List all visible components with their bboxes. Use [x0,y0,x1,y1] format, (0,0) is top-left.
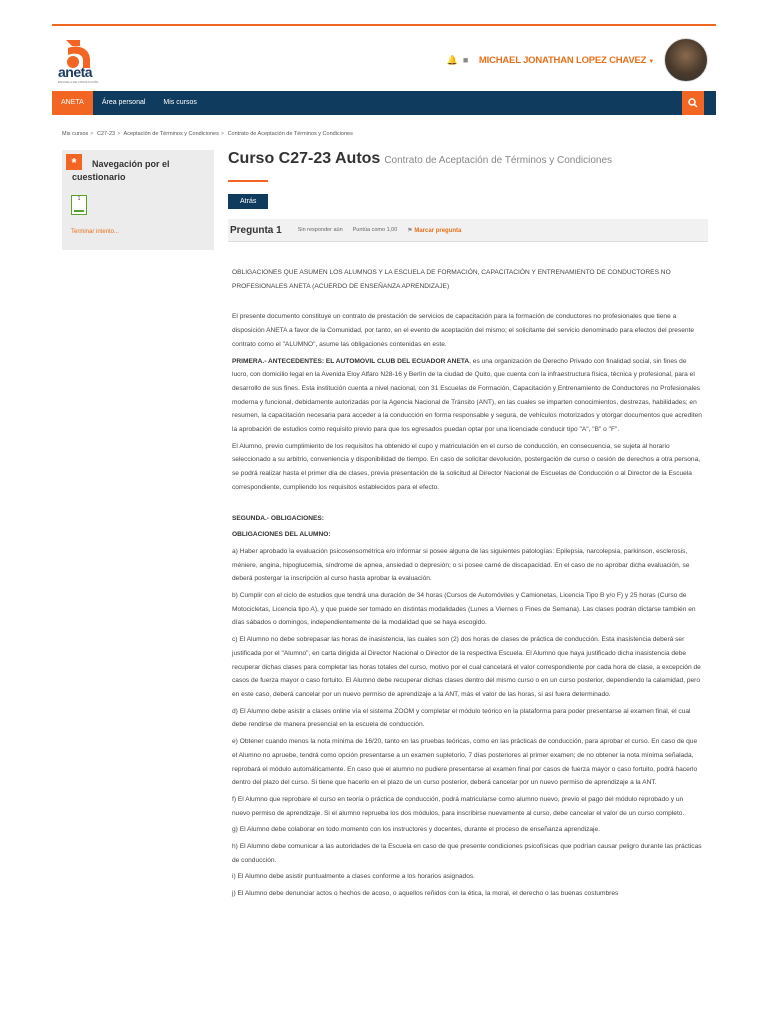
breadcrumb-current[interactable]: Contrato de Aceptación de Términos y Condiciones [227,131,353,137]
paragraph-primera [232,355,702,437]
bell-icon[interactable]: 🔔 [446,55,459,65]
spacer [232,498,702,512]
breadcrumb [62,131,353,137]
clause-a: a) Haber aprobado la evaluación psicosensométrica e/o informar si posee alguna de las siguientes patologías: Epilepsia, narcolepsia, parkinson, esclerosis, méniere, angina, hipoglucemia, síndrome de apnea, ansiedad o depresión; o si posee carné de discapacidad. En el caso de no aprobar dicha evaluación, se deberá postergar la inscripción al curso hasta aprobar la evaluación. [232,547,690,583]
flag-question-label: Marcar pregunta [414,227,462,234]
breadcrumb-separator: > [90,131,94,137]
nav-item-area-personal[interactable]: Área personal [101,99,146,106]
breadcrumb-separator: > [117,131,121,137]
main-navbar [52,91,716,115]
page-title [228,150,708,168]
intro-title: OBLIGACIONES QUE ASUMEN LOS ALUMNOS Y LA ESCUELA DE FORMACIÓN, CAPACITACIÓN Y ENTRENAMIENTO DE CONDUCTORES NO PROFESIONALES ANETA (ACUERDO DE ENSEÑANZA APRENDIZAJE) [232,269,671,290]
top-accent-line [52,24,716,26]
user-menu [447,38,708,82]
nav-item-aneta[interactable]: ANETA [52,91,93,115]
search-button[interactable] [682,91,704,115]
breadcrumb-link-section[interactable]: Aceptación de Términos y Condiciones [123,131,219,137]
clause-f: f) El Alumno que reprobare el curso en teoría o práctica de conducción, podrá matricularse como alumno nuevo, previo el pago del módulo reprobado y un nuevo permiso de aprendizaje. Si el alumno reprueba los dos módulos, para inscribirse nuevamente al curso, debe cancelar el valor de un curso completo. [232,795,685,817]
primera-text: , es una organización de Derecho Privado con finalidad social, sin fines de lucro, con domicilio legal en la Avenida Eloy Alfaro N28-16 y Berlín de la ciudad de Quito, que cuenta con la infraestructura física, técnica y profesional, para el desarrollo de sus fines. Esta institución cuenta a nivel nacional, con 31 Escuelas de Formación, Capacitación y Entrenamiento de Conductores no Profesionales moderna y funcional, debidamente autorizadas por la Agencia Nacional de Tránsito (ANT), en las cuales se imparten conocimientos, destrezas, habilidades; en resumen, la capacitación necesaria para acceder a la conducción en forma responsable y segura, de vehículos motorizados y otorgar documentos que acrediten la aprobación de estudios como requisito previo para que los egresados puedan optar por una licenciade conducir tipo "A", "B" o "F". [232,357,702,434]
question-text [232,266,702,904]
clause-h: h) El Alumno debe comunicar a las autoridades de la Escuela en caso de que presente condiciones psicofísicas que podrían causar peligro durante las prácticas de conducción. [232,843,702,864]
primera-heading: PRIMERA.- ANTECEDENTES: EL AUTOMOVIL CLUB DEL ECUADOR ANETA [232,357,470,365]
main-region [228,150,708,242]
breadcrumb-link-course[interactable]: C27-23 [97,131,116,137]
message-icon[interactable]: ■ [462,55,469,65]
clause-e: e) Obtener cuando menos la nota mínima de 16/20, tanto en las pruebas teóricas, como en las prácticas de conducción, para aprobar el curso. En caso de que el Alumno no apruebe, tendrá como opción presentarse a un examen supletorio, 7 días posteriores al primer examen; de no obtener la nota mínima señalada, reprobará el módulo automáticamente. En caso que el alumno no pudiere presentarse al examen final por casos de fuerza mayor o caso fortuito, podrá hacerlo dentro del plazo del curso. Si tiene que hacerlo en el plazo de un curso posterior, deberá cancelar por un nuevo permiso de aprendizaje a la ANT. [232,738,698,787]
flag-icon: ⚑ [407,227,415,234]
question-score: Puntúa como 1,00 [352,227,398,233]
chevron-down-icon: ▼ [648,58,654,65]
logo-text: aneta [58,64,93,80]
segunda-heading: SEGUNDA.- OBLIGACIONES: [232,514,324,522]
asterisk-icon: * [66,154,82,170]
back-button[interactable]: Atrás [228,194,268,209]
paragraph-intro: El presente documento constituye un contrato de prestación de servicios de capacitación para la formación de conductores no profesionales que tiene a disposición ANETA a favor de la Comunidad, por tanto, en el evento de aceptación del mismo; el solicitante del servicio denominado para efectos del presente contrato como el "ALUMNO", asume las obligaciones contenidas en este. [232,313,695,348]
heading-obligaciones-alumno [232,528,702,542]
question-info-bar [228,219,708,242]
question-status: Sin responder aún [297,227,343,233]
search-icon [688,98,698,108]
finish-attempt-link[interactable]: Terminar intento... [71,229,120,235]
quiz-navigation-block [62,150,214,250]
avatar[interactable] [664,38,708,82]
nav-item-mis-cursos[interactable]: Mis cursos [163,99,197,106]
clause-g: g) El Alumno debe colaborar en todo momento con los instructores y docentes, durante el proceso de enseñanza aprendizaje. [232,826,601,834]
flag-question-button[interactable] [407,227,461,234]
clause-i: i) El Alumno debe asistir puntualmente a clases conforme a los horarios asignados. [232,873,475,881]
title-underline [228,180,268,182]
user-name-label: MICHAEL JONATHAN LOPEZ CHAVEZ [478,54,647,66]
spacer [232,296,702,310]
question-label: Pregunta 1 [230,224,282,236]
logo-subtitle: ESCUELA DE CONDUCCIÓN [58,80,99,84]
breadcrumb-separator: > [220,131,225,137]
quiz-navigation-title: Navegación por el cuestionario [72,159,170,182]
heading-segunda [232,512,702,526]
breadcrumb-link-mis-cursos[interactable]: Mis cursos [62,131,89,137]
question-nav-button[interactable]: 1 [71,195,87,215]
user-name-dropdown[interactable] [479,55,654,66]
clause-b: b) Cumplir con el ciclo de estudios que tendrá una duración de 34 horas (Cursos de Automóviles y Camionetas, Licencia Tipo B y/o F) y 25 horas (Curso de Motocicletas, Licencia tipo A), y que puede ser tomado en distintas modalidades (Lunes a Viernes o Fines de Semana). Las clases podrán dictarse también en días sábados o domingos, independientemente de la modalidad que se haya escogido. [232,592,696,627]
obligaciones-alumno-heading: OBLIGACIONES DEL ALUMNO: [232,531,331,539]
course-title: Curso C27-23 Autos [228,150,381,167]
clause-c: c) El Alumno no debe sobrepasar las horas de inasistencia, las cuales son (2) dos horas de clases de práctica de conducción. Esta inasistencia deberá ser justificada por el "Alumno", en carta dirigida al Director Nacional o Director de la respectiva Escuela. El Alumno que haya justificado dicha inasistencia debe recuperar dichas clases para completar las horas totales del curso, motivo por el cual cancelará el valor correspondiente por cada hora de clase, a excepción de casos de fuerza mayor o caso fortuito. El Alumno debe recuperar dichas clases dentro del mismo curso o en un curso posterior, dependiendo la calamidad, pero en este caso, deberá cancelar por un nuevo permiso de aprendizaje a la ANT, más el valor de las horas, si así fuera determinado. [232,636,701,698]
page-subtitle: Contrato de Aceptación de Términos y Condiciones [384,155,613,166]
clause-j: j) El Alumno debe denunciar actos o hechos de acoso, o aquellos reñidos con la ética, la moral, el derecho o las buenas costumbres [232,890,619,898]
clause-d: d) El Alumno debe asistir a clases online vía el sistema ZOOM y completar el módulo teórico en la plataforma para poder presentarse al examen final, el cual debe rendirse de manera presencial en la escuela de conducción. [232,707,691,729]
paragraph-alumno: El Alumno, previo cumplimiento de los requisitos ha obtenido el cupo y matriculación en el curso de conducción, en consecuencia, se sujeta al horario seleccionado a su arbitrio, conveniencia y disponibilidad de tiempo. En caso de solicitar devolución, postergación de curso o cesión de derechos a otra persona, se podrá realizar hasta el primer día de clases, previa presentación de la solicitud al Director Nacional de Escuelas de Conducción o al Director de la Escuela correspondiente, cumpliendo los requisitos establecidos para el efecto. [232,442,701,491]
